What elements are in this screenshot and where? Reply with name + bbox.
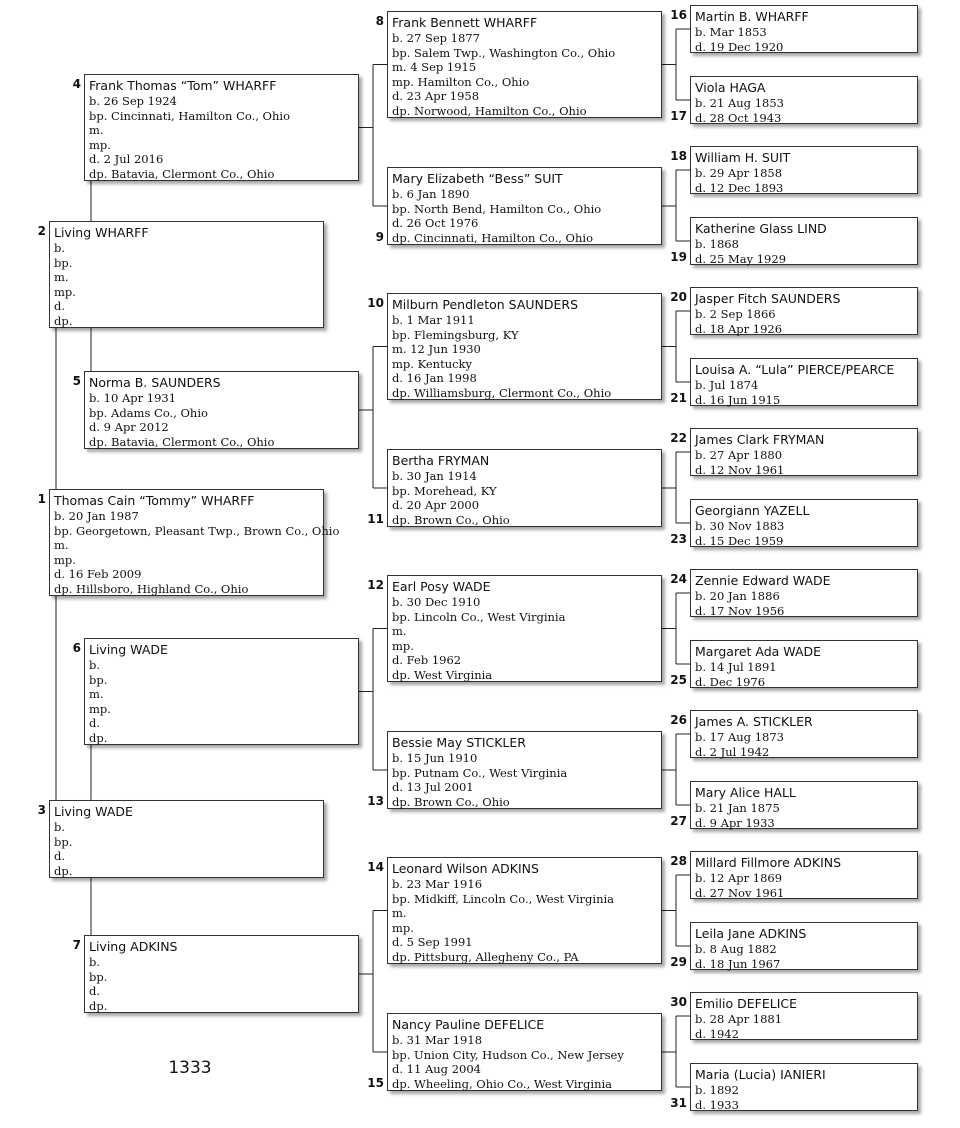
- person-box-9: [387, 167, 662, 245]
- chart-id: 1333: [168, 1058, 212, 1078]
- person-number: 20: [670, 290, 687, 304]
- person-number: 2: [37, 224, 46, 238]
- person-number: 30: [670, 995, 687, 1009]
- person-name: Katherine Glass LIND: [695, 221, 827, 236]
- person-box-25: [690, 640, 918, 688]
- person-detail-line: dp.: [89, 730, 108, 745]
- person-detail-line: m.: [54, 270, 69, 285]
- person-detail-line: d. 2 Jul 1942: [695, 744, 770, 759]
- person-box-5: [84, 371, 359, 449]
- person-name: Living WADE: [54, 804, 133, 819]
- person-detail-line: d. 20 Apr 2000: [392, 498, 480, 513]
- person-detail-line: bp. Lincoln Co., West Virginia: [392, 609, 566, 624]
- person-detail-line: bp.: [89, 969, 108, 984]
- person-number: 16: [670, 8, 687, 22]
- person-detail-line: dp. Williamsburg, Clermont Co., Ohio: [392, 385, 612, 400]
- person-name: Nancy Pauline DEFELICE: [392, 1017, 545, 1032]
- person-name: Leila Jane ADKINS: [695, 926, 807, 941]
- person-detail-line: d. 9 Apr 1933: [695, 815, 775, 830]
- person-box-23: [690, 499, 918, 547]
- person-detail-line: b. 28 Apr 1881: [695, 1012, 783, 1026]
- person-number: 23: [670, 532, 687, 546]
- person-detail-line: d. 5 Sep 1991: [392, 935, 473, 950]
- person-box-12: [387, 575, 662, 682]
- person-number: 11: [367, 512, 384, 526]
- person-number: 31: [670, 1096, 687, 1110]
- person-detail-line: dp. Cincinnati, Hamilton Co., Ohio: [392, 230, 593, 245]
- person-detail-line: b. 29 Apr 1858: [695, 166, 783, 180]
- person-detail-line: b. 10 Apr 1931: [89, 391, 177, 405]
- person-number: 24: [670, 572, 687, 586]
- person-detail-line: d. 23 Apr 1958: [392, 89, 480, 104]
- person-number: 1: [37, 492, 46, 506]
- person-detail-line: b. 14 Jul 1891: [695, 660, 777, 674]
- person-number: 6: [72, 641, 81, 655]
- person-detail-line: d. Feb 1962: [392, 653, 462, 668]
- person-detail-line: dp. Norwood, Hamilton Co., Ohio: [392, 103, 587, 118]
- person-detail-line: mp.: [392, 638, 414, 653]
- person-detail-line: b. 30 Jan 1914: [392, 469, 477, 483]
- person-box-18: [690, 146, 918, 194]
- person-detail-line: d. 26 Oct 1976: [392, 216, 479, 231]
- person-detail-line: b. 2 Sep 1866: [695, 307, 776, 321]
- person-name: James A. STICKLER: [695, 714, 813, 729]
- person-box-3: [49, 800, 324, 878]
- person-box-15: [387, 1013, 662, 1091]
- person-name: Frank Thomas “Tom” WHARFF: [89, 78, 277, 93]
- person-name: Earl Posy WADE: [392, 579, 491, 594]
- person-detail-line: d. 16 Jan 1998: [392, 371, 477, 386]
- person-detail-line: dp. Brown Co., Ohio: [392, 794, 510, 809]
- person-detail-line: d. 19 Dec 1920: [695, 39, 784, 54]
- person-detail-line: b.: [89, 658, 101, 672]
- person-box-29: [690, 922, 918, 970]
- person-detail-line: m. 4 Sep 1915: [392, 60, 477, 75]
- person-detail-line: dp. Hillsboro, Highland Co., Ohio: [54, 581, 249, 596]
- person-detail-line: d. 11 Aug 2004: [392, 1062, 481, 1077]
- person-detail-line: m.: [89, 123, 104, 138]
- person-box-4: [84, 74, 359, 181]
- person-number: 17: [670, 109, 687, 123]
- person-number: 13: [367, 794, 384, 808]
- person-detail-line: dp. Pittsburg, Allegheny Co., PA: [392, 949, 579, 964]
- person-detail-line: d. Dec 1976: [695, 674, 766, 689]
- person-detail-line: bp.: [89, 672, 108, 687]
- person-number: 14: [367, 860, 384, 874]
- person-box-21: [690, 358, 918, 406]
- person-detail-line: mp. Kentucky: [392, 356, 473, 371]
- person-detail-line: bp. Putnam Co., West Virginia: [392, 765, 568, 780]
- person-detail-line: d. 17 Nov 1956: [695, 603, 785, 618]
- person-name: Milburn Pendleton SAUNDERS: [392, 297, 579, 312]
- person-name: Bessie May STICKLER: [392, 735, 526, 750]
- person-detail-line: bp. Morehead, KY: [392, 483, 497, 498]
- person-detail-line: b.: [89, 955, 101, 969]
- person-box-6: [84, 638, 359, 745]
- person-number: 4: [72, 77, 81, 91]
- person-detail-line: m.: [54, 538, 69, 553]
- person-box-17: [690, 76, 918, 124]
- person-number: 3: [37, 803, 46, 817]
- person-box-2: [49, 221, 324, 328]
- person-number: 18: [670, 149, 687, 163]
- person-name: Living ADKINS: [89, 939, 178, 954]
- person-detail-line: d. 16 Jun 1915: [695, 392, 781, 407]
- person-detail-line: bp. North Bend, Hamilton Co., Ohio: [392, 201, 602, 216]
- person-box-8: [387, 11, 662, 118]
- person-detail-line: b. 12 Apr 1869: [695, 871, 783, 885]
- person-number: 5: [72, 374, 81, 388]
- person-detail-line: d.: [89, 716, 101, 731]
- person-detail-line: dp. West Virginia: [392, 667, 493, 682]
- person-name: James Clark FRYMAN: [695, 432, 825, 447]
- person-detail-line: b.: [54, 820, 66, 834]
- person-box-24: [690, 569, 918, 617]
- person-name: Zennie Edward WADE: [695, 573, 831, 588]
- person-detail-line: mp.: [89, 701, 111, 716]
- person-number: 29: [670, 955, 687, 969]
- person-box-19: [690, 217, 918, 265]
- person-box-27: [690, 781, 918, 829]
- person-name: Maria (Lucia) IANIERI: [695, 1067, 826, 1082]
- person-name: Living WADE: [89, 642, 168, 657]
- person-box-14: [387, 857, 662, 964]
- person-detail-line: d. 15 Dec 1959: [695, 533, 784, 548]
- person-detail-line: b. 17 Aug 1873: [695, 730, 784, 744]
- person-detail-line: b. 21 Jan 1875: [695, 801, 780, 815]
- person-box-16: [690, 5, 918, 53]
- person-name: Mary Alice HALL: [695, 785, 796, 800]
- person-detail-line: b.: [54, 241, 66, 255]
- person-detail-line: d. 12 Nov 1961: [695, 462, 785, 477]
- person-number: 21: [670, 391, 687, 405]
- person-detail-line: m.: [392, 906, 407, 921]
- person-name: Louisa A. “Lula” PIERCE/PEARCE: [695, 362, 895, 377]
- person-number: 27: [670, 814, 687, 828]
- person-detail-line: m.: [89, 687, 104, 702]
- person-number: 8: [375, 14, 384, 28]
- person-name: Georgiann YAZELL: [695, 503, 810, 518]
- person-detail-line: b. 15 Jun 1910: [392, 751, 478, 765]
- person-detail-line: bp.: [54, 834, 73, 849]
- person-number: 10: [367, 296, 384, 310]
- person-detail-line: b. 31 Mar 1918: [392, 1033, 483, 1047]
- person-number: 25: [670, 673, 687, 687]
- person-detail-line: mp.: [54, 284, 76, 299]
- person-detail-line: dp. Brown Co., Ohio: [392, 512, 510, 527]
- person-detail-line: mp. Hamilton Co., Ohio: [392, 74, 530, 89]
- person-detail-line: b. 8 Aug 1882: [695, 942, 777, 956]
- person-number: 19: [670, 250, 687, 264]
- person-detail-line: d. 12 Dec 1893: [695, 180, 784, 195]
- person-name: William H. SUIT: [695, 150, 791, 165]
- person-detail-line: bp. Cincinnati, Hamilton Co., Ohio: [89, 108, 290, 123]
- person-detail-line: b. 26 Sep 1924: [89, 94, 177, 108]
- person-detail-line: b. Mar 1853: [695, 25, 767, 39]
- person-detail-line: b. 20 Jan 1886: [695, 589, 780, 603]
- person-detail-line: b. 30 Dec 1910: [392, 595, 481, 609]
- person-detail-line: bp. Salem Twp., Washington Co., Ohio: [392, 45, 616, 60]
- person-name: Martin B. WHARFF: [695, 9, 809, 24]
- person-name: Bertha FRYMAN: [392, 453, 490, 468]
- person-detail-line: b. 30 Nov 1883: [695, 519, 785, 533]
- person-detail-line: d. 1942: [695, 1026, 739, 1041]
- person-detail-line: d.: [54, 849, 66, 864]
- person-detail-line: b. Jul 1874: [695, 378, 759, 392]
- person-detail-line: m. 12 Jun 1930: [392, 342, 481, 357]
- person-box-13: [387, 731, 662, 809]
- person-name: Emilio DEFELICE: [695, 996, 798, 1011]
- person-detail-line: d. 9 Apr 2012: [89, 420, 169, 435]
- person-detail-line: bp. Georgetown, Pleasant Twp., Brown Co., Ohio: [54, 523, 340, 538]
- person-detail-line: b. 6 Jan 1890: [392, 187, 470, 201]
- person-detail-line: d. 18 Apr 1926: [695, 321, 783, 336]
- person-name: Millard Fillmore ADKINS: [695, 855, 842, 870]
- person-number: 28: [670, 854, 687, 868]
- person-box-7: [84, 935, 359, 1013]
- person-detail-line: mp.: [89, 137, 111, 152]
- person-detail-line: b. 1892: [695, 1083, 739, 1097]
- person-detail-line: d.: [54, 299, 66, 314]
- person-detail-line: dp.: [54, 313, 73, 328]
- person-detail-line: b. 27 Apr 1880: [695, 448, 783, 462]
- person-number: 22: [670, 431, 687, 445]
- person-detail-line: bp.: [54, 255, 73, 270]
- person-detail-line: d. 25 May 1929: [695, 251, 787, 266]
- person-detail-line: b. 1868: [695, 237, 739, 251]
- person-box-26: [690, 710, 918, 758]
- person-detail-line: dp. Wheeling, Ohio Co., West Virginia: [392, 1076, 613, 1091]
- person-box-1: [49, 489, 340, 596]
- person-name: Living WHARFF: [54, 225, 149, 240]
- person-number: 26: [670, 713, 687, 727]
- person-detail-line: d. 18 Jun 1967: [695, 956, 781, 971]
- person-detail-line: b. 23 Mar 1916: [392, 877, 483, 891]
- person-name: Thomas Cain “Tommy” WHARFF: [54, 493, 255, 508]
- person-detail-line: b. 21 Aug 1853: [695, 96, 784, 110]
- person-box-28: [690, 851, 918, 899]
- person-detail-line: b. 27 Sep 1877: [392, 31, 480, 45]
- person-detail-line: dp.: [54, 863, 73, 878]
- person-box-31: [690, 1063, 918, 1111]
- person-box-11: [387, 449, 662, 527]
- person-name: Leonard Wilson ADKINS: [392, 861, 539, 876]
- person-detail-line: dp. Batavia, Clermont Co., Ohio: [89, 166, 275, 181]
- person-name: Mary Elizabeth “Bess” SUIT: [392, 171, 563, 186]
- person-detail-line: mp.: [54, 552, 76, 567]
- person-box-22: [690, 428, 918, 476]
- person-box-10: [387, 293, 662, 400]
- person-number: 15: [367, 1076, 384, 1090]
- person-detail-line: d. 2 Jul 2016: [89, 152, 164, 167]
- person-detail-line: mp.: [392, 920, 414, 935]
- person-detail-line: dp.: [89, 998, 108, 1013]
- person-detail-line: bp. Midkiff, Lincoln Co., West Virginia: [392, 891, 615, 906]
- person-detail-line: m.: [392, 624, 407, 639]
- person-detail-line: d. 28 Oct 1943: [695, 110, 782, 125]
- person-detail-line: d.: [89, 984, 101, 999]
- person-name: Margaret Ada WADE: [695, 644, 822, 659]
- person-name: Frank Bennett WHARFF: [392, 15, 538, 30]
- person-number: 7: [72, 938, 81, 952]
- person-box-20: [690, 287, 918, 335]
- person-detail-line: dp. Batavia, Clermont Co., Ohio: [89, 434, 275, 449]
- person-number: 9: [375, 230, 384, 244]
- person-detail-line: bp. Flemingsburg, KY: [392, 327, 519, 342]
- person-name: Jasper Fitch SAUNDERS: [695, 291, 841, 306]
- person-detail-line: b. 1 Mar 1911: [392, 313, 475, 327]
- person-detail-line: bp. Union City, Hudson Co., New Jersey: [392, 1047, 624, 1062]
- person-detail-line: b. 20 Jan 1987: [54, 509, 139, 523]
- person-detail-line: d. 13 Jul 2001: [392, 780, 474, 795]
- person-number: 12: [367, 578, 384, 592]
- person-detail-line: d. 16 Feb 2009: [54, 567, 142, 582]
- person-name: Norma B. SAUNDERS: [89, 375, 221, 390]
- person-detail-line: d. 27 Nov 1961: [695, 885, 785, 900]
- person-name: Viola HAGA: [695, 80, 766, 95]
- person-detail-line: bp. Adams Co., Ohio: [89, 405, 208, 420]
- person-detail-line: d. 1933: [695, 1097, 739, 1112]
- person-box-30: [690, 992, 918, 1040]
